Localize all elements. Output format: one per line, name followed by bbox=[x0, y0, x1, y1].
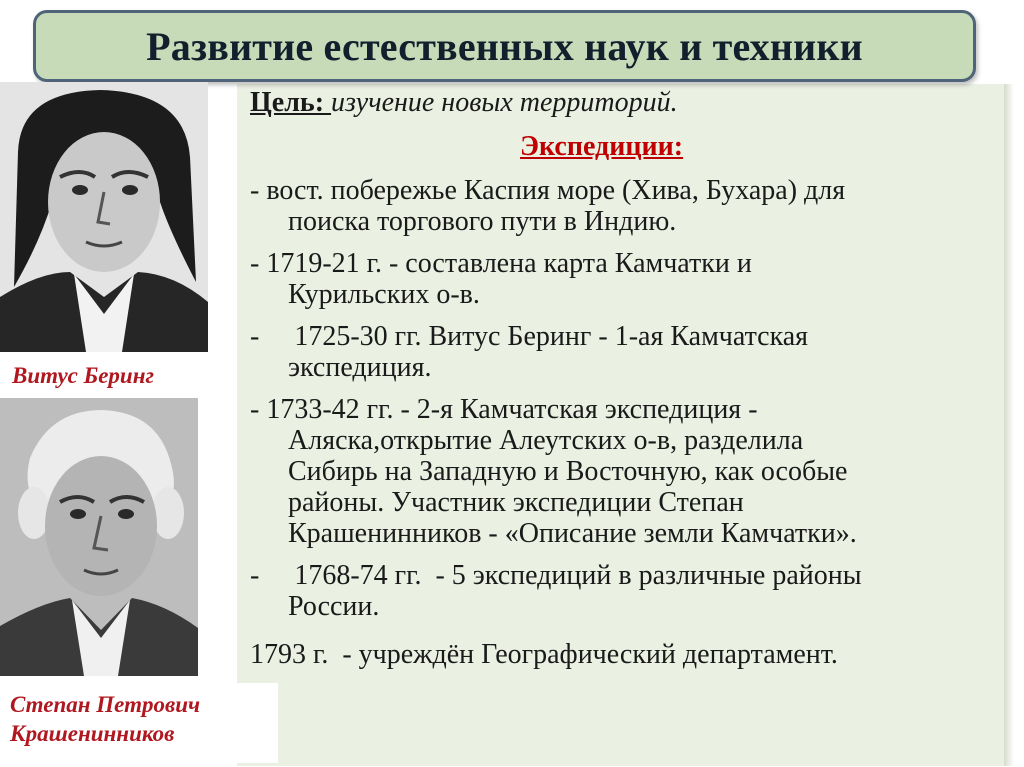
expeditions-heading: Экспедиции: bbox=[520, 131, 684, 162]
goal-line bbox=[250, 87, 678, 118]
goal-text: изучение новых территорий. bbox=[331, 87, 678, 118]
title-banner bbox=[33, 10, 976, 82]
caption-stepan-krasheninnikov bbox=[10, 690, 200, 748]
item-5-line-1: - 1768-74 гг. - 5 экспедиций в различные районы bbox=[250, 560, 862, 591]
portrait-stepan-krasheninnikov bbox=[0, 398, 198, 676]
item-1-line-2: поиска торгового пути в Индию. bbox=[288, 206, 677, 237]
item-4-line-3: Сибирь на Западную и Восточную, как особые bbox=[288, 456, 848, 487]
item-6-line-1: 1793 г. - учреждён Географический департамент. bbox=[250, 639, 838, 670]
portrait-vitus-bering-image bbox=[0, 82, 208, 352]
slide-title: Развитие естественных наук и техники bbox=[146, 23, 863, 69]
item-4-line-5: Крашенинников - «Описание земли Камчатки». bbox=[288, 518, 857, 549]
item-3-line-2: экспедиция. bbox=[288, 352, 432, 383]
portrait-stepan-krasheninnikov-image bbox=[0, 398, 198, 676]
caption-krasheninnikov-line2: Крашенинников bbox=[10, 721, 175, 746]
item-4-line-1: - 1733-42 гг. - 2-я Камчатская экспедиция - bbox=[250, 394, 758, 425]
caption-vitus-bering: Витус Беринг bbox=[12, 363, 154, 388]
item-4-line-2: Аляска,открытие Алеутских о-в, разделила bbox=[288, 425, 804, 456]
content-panel-edge bbox=[1004, 84, 1014, 766]
item-2-line-1: - 1719-21 г. - составлена карта Камчатки и bbox=[250, 248, 752, 279]
item-4-line-4: районы. Участник экспедиции Степан bbox=[288, 487, 744, 518]
item-1-line-1: - вост. побережье Каспия море (Хива, Бухара) для bbox=[250, 175, 846, 206]
item-2-line-2: Курильских о-в. bbox=[288, 279, 480, 310]
goal-label: Цель: bbox=[250, 87, 332, 118]
caption-krasheninnikov-line1: Степан Петрович bbox=[10, 692, 201, 717]
portrait-vitus-bering bbox=[0, 82, 208, 352]
item-5-line-2: России. bbox=[288, 591, 380, 622]
item-3-line-1: - 1725-30 гг. Витус Беринг - 1-ая Камчатская bbox=[250, 321, 809, 352]
